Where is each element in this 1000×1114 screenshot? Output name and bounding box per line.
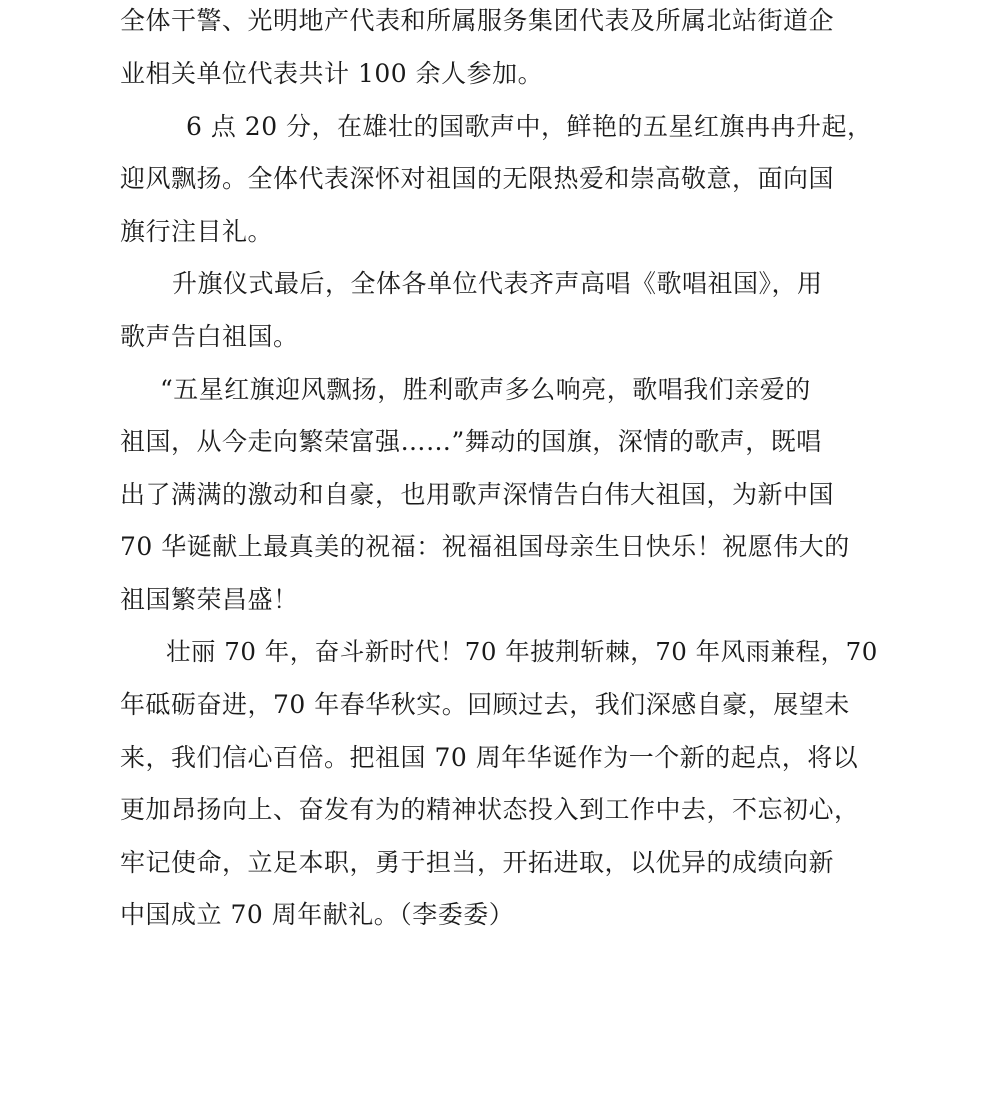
text-line: 70 华诞献上最真美的祝福：祝福祖国母亲生日快乐！祝愿伟大的	[120, 532, 850, 561]
text-line: 升旗仪式最后，全体各单位代表齐声高唱《歌唱祖国》，用	[172, 269, 823, 298]
text-line: 更加昂扬向上、奋发有为的精神状态投入到工作中去，不忘初心，	[120, 795, 860, 824]
text-line: 迎风飘扬。全体代表深怀对祖国的无限热爱和崇高敬意，面向国	[120, 164, 835, 193]
text-line: 中国成立 70 周年献礼。（李委委）	[120, 900, 515, 929]
text-line: 壮丽 70 年，奋斗新时代！70 年披荆斩棘，70 年风雨兼程，70	[166, 637, 878, 666]
text-line: “五星红旗迎风飘扬，胜利歌声多么响亮，歌唱我们亲爱的	[160, 375, 811, 404]
text-line: 出了满满的激动和自豪，也用歌声深情告白伟大祖国，为新中国	[120, 480, 835, 509]
text-line: 歌声告白祖国。	[120, 322, 299, 351]
text-line: 祖国繁荣昌盛！	[120, 585, 299, 614]
text-line: 业相关单位代表共计 100 余人参加。	[120, 59, 544, 88]
text-line: 6 点 20 分，在雄壮的国歌声中，鲜艳的五星红旗冉冉升起，	[186, 112, 873, 141]
text-line: 来，我们信心百倍。把祖国 70 周年华诞作为一个新的起点，将以	[120, 743, 859, 772]
text-line: 牢记使命，立足本职，勇于担当，开拓进取，以优异的成绩向新	[120, 848, 835, 877]
text-line: 全体干警、光明地产代表和所属服务集团代表及所属北站街道企	[120, 6, 835, 35]
text-line: 旗行注目礼。	[120, 217, 274, 246]
text-line: 年砥砺奋进，70 年春华秋实。回顾过去，我们深感自豪，展望未	[120, 690, 850, 719]
text-line: 祖国，从今走向繁荣富强……”舞动的国旗，深情的歌声，既唱	[120, 427, 822, 456]
